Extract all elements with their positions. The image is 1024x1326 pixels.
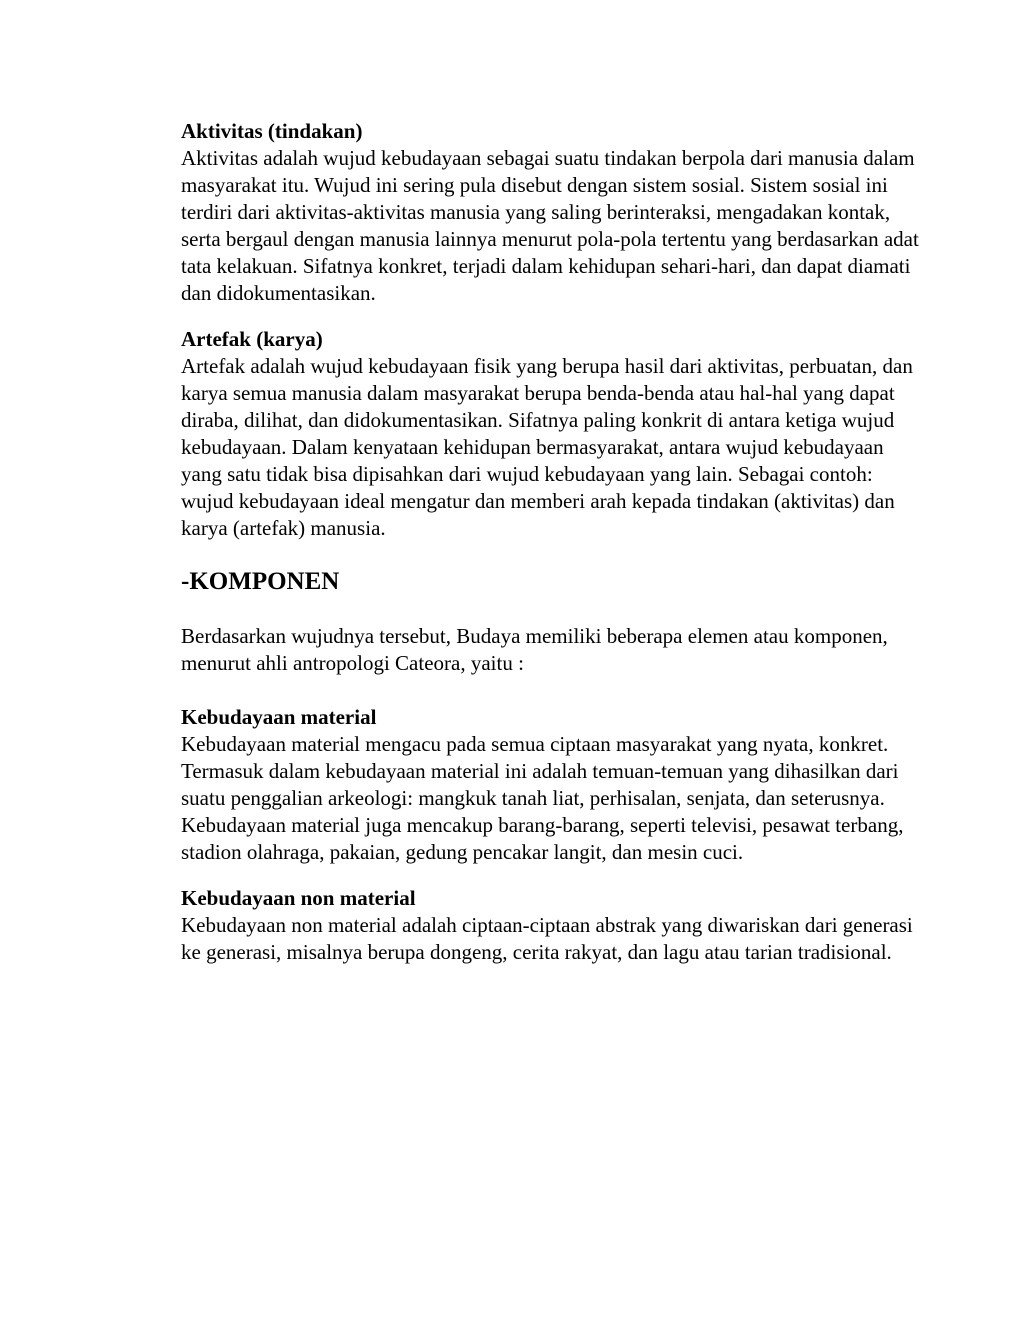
section-heading-kebudayaan-material: Kebudayaan material [181, 705, 377, 729]
section-aktivitas [181, 118, 921, 307]
section-body-kebudayaan-non-material: Kebudayaan non material adalah ciptaan-ciptaan abstrak yang diwariskan dari generasi ke generasi, misalnya berupa dongeng, cerita rakyat, dan lagu atau tarian tradisional. [181, 913, 913, 964]
komponen-intro: Berdasarkan wujudnya tersebut, Budaya memiliki beberapa elemen atau komponen, menurut ahli antropologi Cateora, yaitu : [181, 624, 888, 675]
section-body-aktivitas: Aktivitas adalah wujud kebudayaan sebagai suatu tindakan berpola dari manusia dalam masyarakat itu. Wujud ini sering pula disebut dengan sistem sosial. Sistem sosial ini terdiri dari aktivitas-aktivitas manusia yang saling berinteraksi, mengadakan kontak, serta bergaul dengan manusia lainnya menurut pola-pola tertentu yang berdasarkan adat tata kelakuan. Sifatnya konkret, terjadi dalam kehidupan sehari-hari, dan dapat diamati dan didokumentasikan. [181, 146, 919, 305]
section-body-artefak: Artefak adalah wujud kebudayaan fisik yang berupa hasil dari aktivitas, perbuatan, dan karya semua manusia dalam masyarakat berupa benda-benda atau hal-hal yang dapat diraba, dilihat, dan didokumentasikan. Sifatnya paling konkrit di antara ketiga wujud kebudayaan. Dalam kenyataan kehidupan bermasyarakat, antara wujud kebudayaan yang satu tidak bisa dipisahkan dari wujud kebudayaan yang lain. Sebagai contoh: wujud kebudayaan ideal mengatur dan memberi arah kepada tindakan (aktivitas) dan karya (artefak) manusia. [181, 354, 913, 540]
section-artefak [181, 326, 921, 542]
section-kebudayaan-material [181, 704, 921, 866]
section-kebudayaan-non-material [181, 885, 921, 966]
section-heading-artefak: Artefak (karya) [181, 327, 323, 351]
section-heading-kebudayaan-non-material: Kebudayaan non material [181, 886, 416, 910]
section-heading-aktivitas: Aktivitas (tindakan) [181, 119, 363, 143]
section-body-kebudayaan-material: Kebudayaan material mengacu pada semua ciptaan masyarakat yang nyata, konkret. Termasuk dalam kebudayaan material ini adalah temuan-temuan yang dihasilkan dari suatu penggalian arkeologi: mangkuk tanah liat, perhisalan, senjata, dan seterusnya. Kebudayaan material juga mencakup barang-barang, seperti televisi, pesawat terbang, stadion olahraga, pakaian, gedung pencakar langit, dan mesin cuci. [181, 732, 904, 864]
komponen-heading: -KOMPONEN [181, 568, 340, 595]
document-page [181, 118, 921, 985]
